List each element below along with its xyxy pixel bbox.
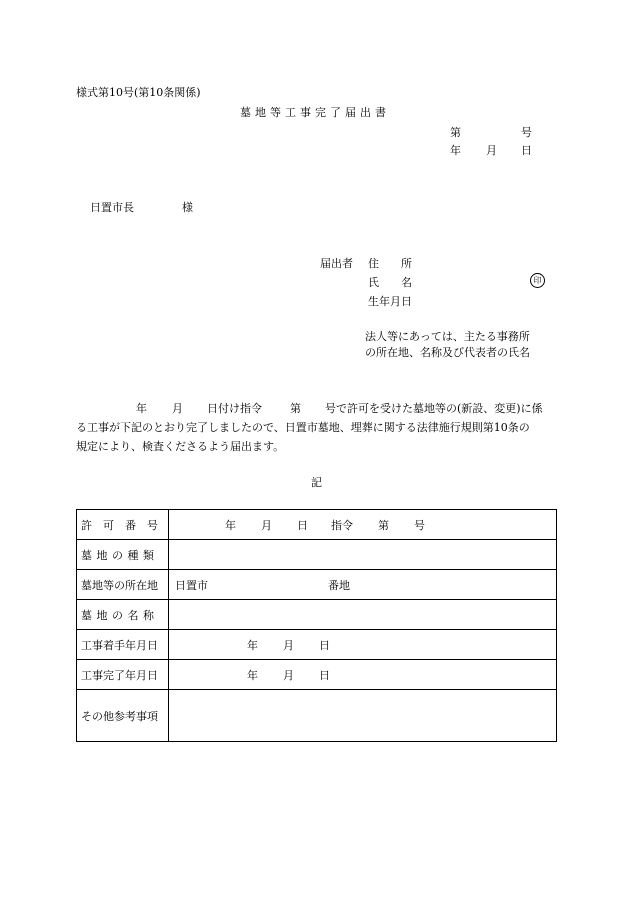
body-line3: 規定により、検査くださるよう届出ます。 [76,440,285,453]
seal-mark [530,273,545,288]
table-row [77,510,557,540]
body-month: 月 [172,402,183,415]
cemetery-type-cell[interactable] [169,540,557,570]
address-label: 住 所 [368,257,412,270]
body-year: 年 [136,402,147,415]
details-table [76,509,557,742]
row-label-start-date: 工事着手年月日 [81,638,158,652]
start-month: 月 [283,638,294,652]
start-date-cell[interactable] [169,630,557,660]
table-row [77,630,557,660]
permit-number-cell[interactable] [169,510,557,540]
row-label-other-notes: その他参考事項 [81,709,158,723]
date-month: 月 [486,144,497,157]
permit-day: 日 [297,518,308,532]
row-label-completion-date: 工事完了年月日 [81,668,158,682]
start-day: 日 [319,638,330,652]
table-row [77,690,557,742]
completion-month: 月 [283,668,294,682]
permit-label: 許可番号 [81,518,169,532]
birthdate-label: 生年月日 [368,295,412,308]
completion-year: 年 [247,668,258,682]
completion-date-cell[interactable] [169,660,557,690]
row-label-permit-number [81,517,169,533]
body-dai: 第 [290,402,301,415]
body-line2: る工事が下記のとおり完了しましたので、日置市墓地、埋葬に関する法律施行規則第10条の [76,421,530,434]
addressee-name: 日置市長 [90,201,134,214]
notifier-label: 届出者 [320,257,353,270]
table-row [77,540,557,570]
permit-directive: 指令 [331,518,353,532]
seal-icon: 印 [530,273,545,288]
form-number: 様式第10号(第10条関係) [76,86,201,99]
row-label-cemetery-type: 墓地の種類 [81,548,159,562]
date-day: 日 [521,144,532,157]
ki-heading: 記 [311,476,322,489]
table-row [77,570,557,600]
permit-year: 年 [225,518,236,532]
permit-dai: 第 [378,518,389,532]
other-notes-cell[interactable] [169,690,557,742]
corporate-note-line1: 法人等にあっては、主たる事務所 [365,330,530,343]
location-banchi: 番地 [328,578,350,592]
body-day-directive: 日付け指令 [207,402,262,415]
number-suffix: 号 [521,126,532,139]
document-title: 墓地等工事完了届出書 [240,106,390,119]
row-label-location: 墓地等の所在地 [81,578,158,592]
location-cell[interactable] [169,570,557,600]
table-row [77,600,557,630]
number-prefix: 第 [450,126,461,139]
table-row [77,660,557,690]
permit-month: 月 [261,518,272,532]
cemetery-name-cell[interactable] [169,600,557,630]
start-year: 年 [247,638,258,652]
name-label: 氏 名 [368,276,412,289]
completion-day: 日 [319,668,330,682]
date-year: 年 [450,144,461,157]
body-line1-rest: 号で許可を受けた墓地等の(新設、変更)に係 [325,402,543,415]
permit-go: 号 [414,518,425,532]
location-city: 日置市 [175,578,208,592]
row-label-cemetery-name: 墓地の名称 [81,608,159,622]
corporate-note-line2: の所在地、名称及び代表者の氏名 [365,346,530,359]
addressee-honorific: 様 [182,201,193,214]
